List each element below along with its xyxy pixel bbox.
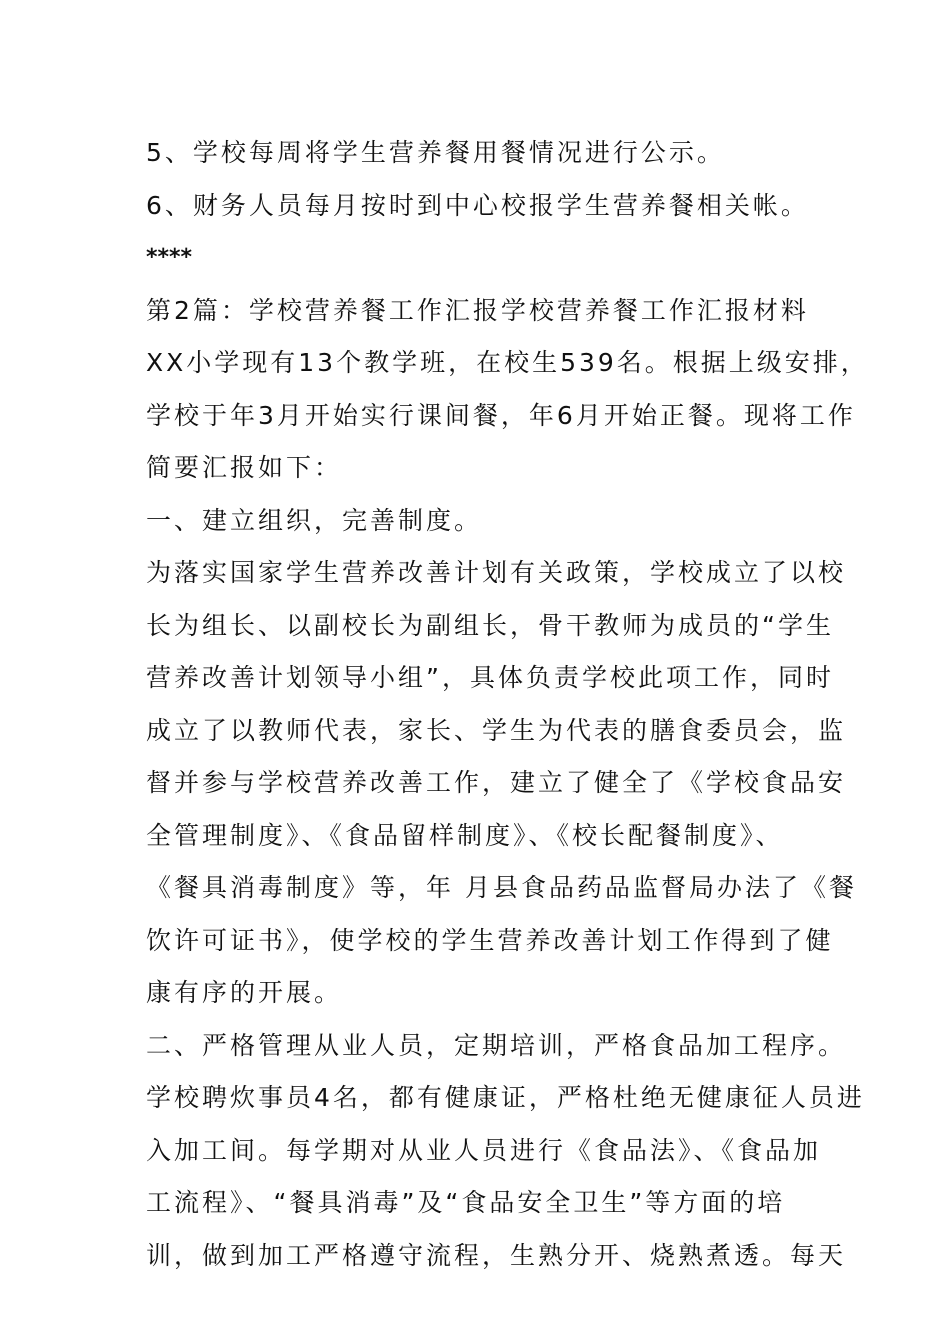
section-separator: **** [146, 245, 193, 270]
text-line: XX小学现有13个教学班，在校生539名。根据上级安排， [146, 348, 869, 377]
text-line: 5、学校每周将学生营养餐用餐情况进行公示。 [146, 138, 725, 167]
text-line: 6、财务人员每月按时到中心校报学生营养餐相关帐。 [146, 190, 809, 220]
text-line: 《餐具消毒制度》等，年 月县食品药品监督局办法了《餐 [146, 873, 857, 902]
section-heading: 第2篇：学校营养餐工作汇报学校营养餐工作汇报材料 [146, 295, 809, 325]
text-line: 成立了以教师代表，家长、学生为代表的膳食委员会，监 [146, 715, 847, 745]
text-line: 饮许可证书》，使学校的学生营养改善计划工作得到了健 [146, 925, 834, 955]
text-line: 为落实国家学生营养改善计划有关政策，学校成立了以校 [146, 558, 847, 587]
text-line: 康有序的开展。 [146, 978, 343, 1007]
text-line: 学校于年3月开始实行课间餐，年6月开始正餐。现将工作 [146, 400, 856, 430]
text-line: 营养改善计划领导小组”，具体负责学校此项工作，同时 [146, 663, 834, 692]
text-line: 简要汇报如下： [146, 453, 343, 482]
text-line: 长为组长、以副校长为副组长，骨干教师为成员的“学生 [146, 610, 834, 640]
text-line: 训，做到加工严格遵守流程，生熟分开、烧熟煮透。每天 [146, 1240, 847, 1270]
text-line: 入加工间。每学期对从业人员进行《食品法》、《食品加 [146, 1135, 822, 1165]
text-line: 督并参与学校营养改善工作，建立了健全了《学校食品安 [146, 768, 847, 797]
text-line: 工流程》、“餐具消毒”及“食品安全卫生”等方面的培 [146, 1188, 786, 1217]
document-body [146, 134, 869, 1289]
text-line: 学校聘炊事员4名，都有健康证，严格杜绝无健康征人员进 [146, 1083, 865, 1112]
text-line: 全管理制度》、《食品留样制度》、《校长配餐制度》、 [146, 820, 784, 850]
subsection-heading: 一、建立组织，完善制度。 [146, 505, 483, 535]
subsection-heading: 二、严格管理从业人员，定期培训，严格食品加工程序。 [146, 1030, 847, 1060]
